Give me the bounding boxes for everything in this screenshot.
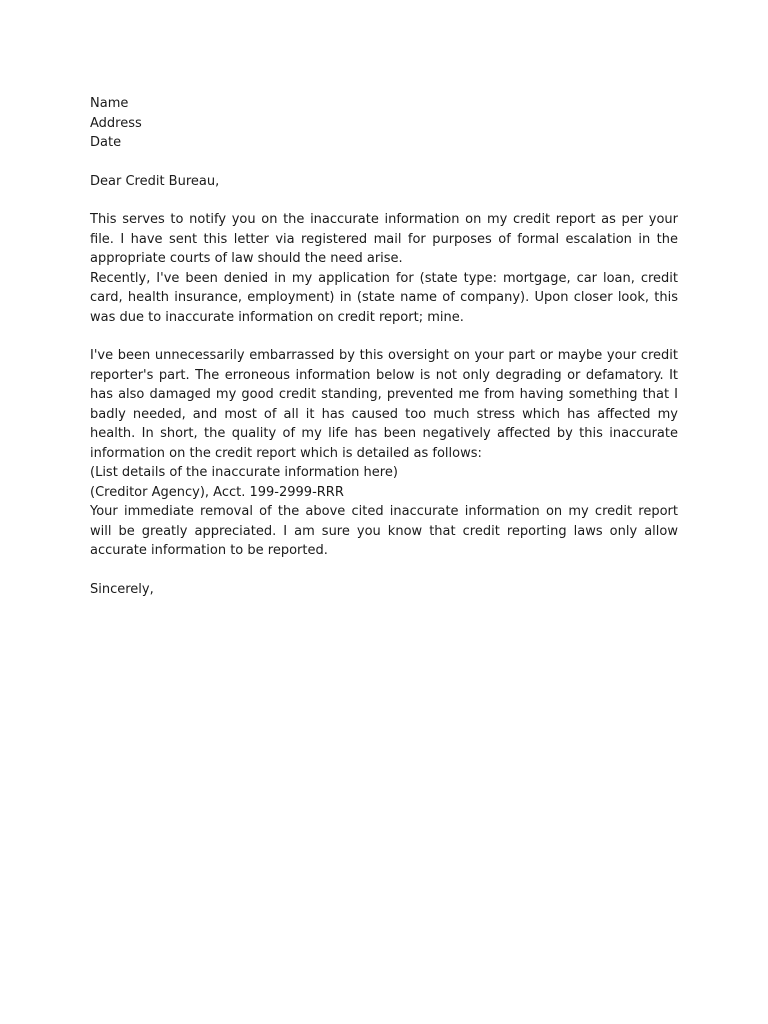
account-line: (Creditor Agency), Acct. 199-2999-RRR: [90, 484, 344, 500]
letter-date: Date: [90, 135, 122, 150]
detail-placeholder: (List details of the inaccurate information here): [90, 465, 398, 480]
paragraph-denial: Recently, I've been denied in my application for (state type: mortgage, car loan, credit card, health insurance, employment) in (state name of company). Upon closer look, this was due to inaccurate information on credit report; mine.: [90, 270, 678, 325]
sender-name: Name: [90, 96, 129, 111]
closing: Sincerely,: [90, 581, 154, 597]
salutation: Dear Credit Bureau,: [90, 173, 220, 189]
paragraph-complaint: I've been unnecessarily embarrassed by this oversight on your part or maybe your credit reporter's part. The erroneous information below is not only degrading or defamatory. It has also damaged my good credit standing, prevented me from having something that I badly needed, and most of all it has caused too much stress which has affected my health. In short, the quality of my life has been negatively affected by this inaccurate information on the credit report which is detailed as follows:: [90, 348, 678, 461]
paragraph-request: Your immediate removal of the above cited inaccurate information on my credit report will be greatly appreciated. I am sure you know that credit reporting laws only allow accurate information to be reported.: [90, 504, 678, 558]
sender-block: [90, 94, 678, 153]
letter: [90, 94, 678, 599]
sender-address: Address: [90, 115, 142, 131]
paragraph-notification: This serves to notify you on the inaccurate information on my credit report as per your file. I have sent this letter via registered mail for purposes of formal escalation in the appropriate courts of law should the need arise.: [90, 212, 678, 266]
